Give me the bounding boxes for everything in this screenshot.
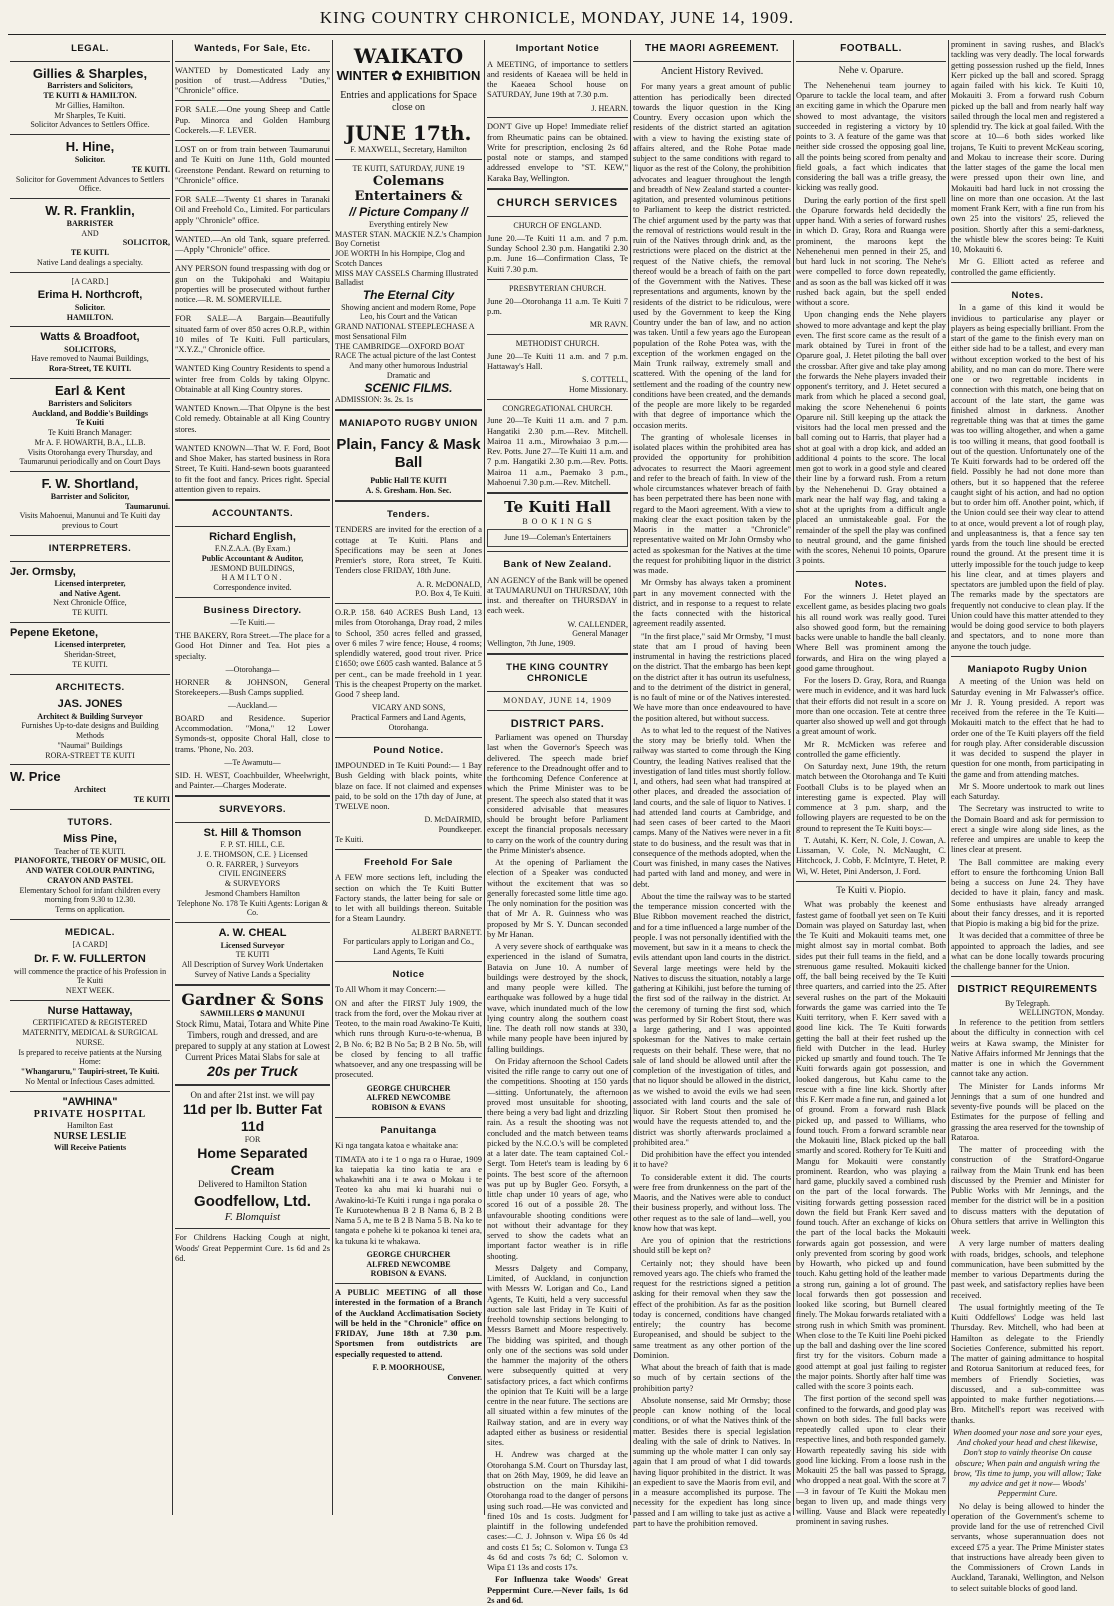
section-header-important: Important Notice — [515, 43, 600, 54]
firm-name: Nurse Hattaway, — [47, 1004, 133, 1017]
firm-line: TE KUITI — [133, 794, 170, 804]
section-header-panuitanga: Panuitanga — [380, 1124, 437, 1136]
firm-name: Miss Pine, — [63, 833, 117, 846]
article-paragraph: In reference to the petition from settlers about the difficulty in connection with cel weirs at Kawa swamp, the Minister for Native Affairs informed Mr Jennings that the matter is one in which the Government cannot take any action. — [951, 1018, 1104, 1079]
section-header-accountants: ACCOUNTANTS. — [211, 508, 294, 520]
firm-line: Mr Sharples, Te Kuiti. — [54, 110, 126, 120]
article-paragraph: Mr R. McMicken was referee and controlled the game efficiently. — [796, 739, 946, 759]
article-paragraph: For Influenza take Woods' Great Peppermint Cure.—Never fails, 1s 6d 2s and 6d. — [487, 1575, 628, 1605]
coleman-line: THE CAMBRIDGE—OXFORD BOAT RACE The actual picture of the last Contest — [335, 341, 476, 361]
firm-line: Is prepared to receive patients at the Nursing Home: — [18, 1047, 162, 1067]
column-legal — [8, 40, 172, 1515]
firm-line: CIVIL ENGINEERS — [218, 869, 287, 879]
firm-name: Gardner & Sons — [181, 989, 324, 1009]
card-label: [A CARD] — [72, 940, 108, 950]
firm-line: TE KUITI. — [72, 608, 108, 618]
firm-line: Correspondence invited. — [213, 583, 292, 593]
newspaper-title: KING COUNTRY CHRONICLE, MONDAY, JUNE 14, 1909. — [319, 8, 795, 27]
firm-name: F. W. Shortland, — [41, 476, 139, 492]
firm-line: HAMILTON. — [66, 312, 114, 322]
classified-ad: FOR SALE—Twenty £1 shares in Taranaki Oil and Freehold Co., Limited. For particulars apply "Chronicle" office. — [175, 195, 330, 225]
article-paragraph: prominent in saving rushes, and Black's tackling was very deadly. The local forwards getting possession rushed up the field, Innes Kerr picked up the ball and scored. Spragg again failed with his kick. Te Kuiti 10, Mokauiti 3. From a forward rush Coburn picked up the ball and from nearly half way sailed through the local men and registered a splendid try. The kick at goal failed. With the score at 10—6 both sides worked like trojans, Te Kuiti to prevent McKeau scoring, and Mokau to increase their score. During the latter stages of the game the local men were pressed upon their own line, and Mokauiti bad hard luck in not crossing the line on more than one occasion. At the last moment Frank Kerr, with a fine run from his own 25 into the visitors' 25, relieved the position. Shortly after this a semi-darkness, the whistle blew the scores being: Te Kuiti 10, Mokauiti 6. — [951, 40, 1104, 254]
article-paragraph: As to what led to the request of the Natives the story may be briefly told. When the railway was started to come through the King Country, the leading Natives realised that the investigation of land titles must shortly follow. I, and others, had seen what had transpired at other places, and dreaded the association of land courts, and the sale of liquor to Natives. I had attended land courts at Cambridge, and had seen cases of beer carted to the Maori camps. Many of the Natives were never in a fit state to do business, and the result was that in consequence of the methods adopted, when the Court was finished, in many cases the Natives had parted with land and money, and were in debt. — [633, 725, 791, 889]
firm-line: "Naumai" Buildings — [57, 740, 123, 750]
church-times: June 20—Otorohanga 11 a.m. Te Kuiti 7 p.m. — [487, 296, 628, 316]
article-paragraph: Are you of opinion that the restrictions should still be kept on? — [633, 1236, 791, 1256]
firm-line: FOR — [244, 1134, 261, 1144]
section-header-surveyors: SURVEYORS. — [218, 804, 287, 816]
church-name: CONGREGATIONAL CHURCH. — [502, 403, 613, 413]
firm-line: NURSE LESLIE — [53, 1130, 127, 1142]
article-paragraph: What about the breach of faith that is made so much of by certain sections of the prohibition party? — [633, 1363, 791, 1393]
section-header-notice: Notice — [392, 968, 425, 980]
firm-name: Dr. F. W. FULLERTON — [34, 953, 146, 966]
directory-town: —Te Awamutu— — [224, 757, 281, 767]
article-paragraph: Absolute nonsense, said Mr Ormsby; those people can know nothing of the local conditions, or of what the Natives think of the matter. Besides there is special legislation dealing with the sale of drink to Natives. In summing up the whole matter I can only say again that I am proud of what I did towards having liquor prohibited in the district. It was an expedient to save the Maoris from evil, and in a measure accomplished its purpose. The necessity for the expedient has long since passed and I am willing to take just as active a part to have the prohibition removed. — [633, 1395, 791, 1528]
card-label: [A CARD.] — [71, 276, 109, 286]
firm-line: Barristers and Solicitors — [48, 398, 132, 408]
directory-town: —Otorohanga— — [225, 664, 280, 674]
classified-ad: LOST on or from train between Taumarunui and Te Kuiti on June 11th, Gold mounted Greenstone Pendant. Reward on returning to "Chronicle" office. — [175, 145, 330, 185]
church-name: CHURCH OF ENGLAND. — [513, 221, 602, 231]
section-header-bank: Bank of New Zealand. — [503, 559, 612, 571]
article-paragraph: For many years a great amount of public attention has periodically been directed towards the liquor question in the King Country. Every occasion upon which the residents of the district started an agitation with a view to having the existing state of affairs altered, and the Rohe Potae made subject to the same conditions with regard to liquor as the rest of the Colony, the prohibition advocates and leaguer throughout the length and breadth of New Zealand started a counter-agitation, and presented voluminous petitions to Parliament to keep the district restricted. The chief argument used by the party was that the removal of restrictions would result in the ruin of the Natives through drink and, as the restrictions were placed on the district at the request of the Native chiefs, the removal thereof would be a breach of faith on the part of the Government with the Natives. These representations and arguments, known by the residents of the district to be ridiculous, were used by the Government to keep the King Country under the ban of law, and no action was taken. Until a few years ago the European population of the Rohe Potea was, with the exception of the workmen engaged on the Main Trunk railway, extremely small and scattered. With the opening of the land for settlement and the roading of the country new conditions have been created, and the demands of the people are more likely to be regarded with that degree of importance which the occasion merits. — [633, 82, 791, 430]
firm-line: O. R. FARRER, } Surveyors — [206, 859, 299, 869]
classified-ad: ANY PERSON found trespassing with dog or gun on the Tukipohaki and Waitapiu properties will be prosecuted without further notice.—R. M. SOMERVILLE. — [175, 264, 330, 305]
section-header-pound: Pound Notice. — [373, 744, 444, 756]
firm-line: Public Accountant & Auditor, — [201, 553, 304, 563]
article-paragraph: Messrs Dalgety and Company, Limited, of Auckland, in conjunction with Messrs W. Lorigan and Co., Land Agents, Te Kuiti, held a very successful auction sale last Friday in Te Kuiti of freehold township sections belonging to Messrs Barnett and Moore respectively. The bidding was spirited, and though only one of the sections was sold under the hammer the majority of the others were subsequently quitted at very satisfactory prices, a fact which confirms the opinion that Te Kuiti will be a large centre in the near future. The sections are all situated within a few minutes of the Railway station, and are in every way adapted either as business or residential sites. — [487, 1263, 628, 1448]
notice-signature: Practical Farmers and Land Agents, Otorohanga. — [351, 713, 466, 732]
firm-line: Auckland, and Boddie's Buildings — [31, 408, 149, 418]
coleman-line: Everything entirely New — [368, 219, 449, 229]
firm-line: TE KUITI. — [131, 164, 170, 174]
firm-line: Telephone No. 178 Te Kuiti Agents: Lorigan & Co. — [176, 898, 329, 918]
firm-line: SOLICITORS, — [64, 344, 116, 354]
firm-line: Furnishes Up-to-date designs and Building Methods — [21, 721, 159, 741]
firm-line: "Whangaruru," Taupiri-street, Te Kuiti. — [20, 1067, 160, 1077]
firm-line: Sheridan-Street, — [64, 650, 116, 660]
classified-ad: FOR SALE.—One young Sheep and Cattle Pup. Minorca and Golden Hamburg Cockerels.—F. LEVER. — [175, 105, 330, 135]
firm-line: SAWMILLERS ✿ MANUNUI — [200, 1009, 305, 1019]
firm-line: Native Land dealings a specialty. — [37, 257, 143, 267]
article-paragraph: Did prohibition have the effect you intended it to have? — [633, 1150, 791, 1170]
article-paragraph: To considerable extent it did. The courts were free from drunkenness on the part of the Maoris, and the Natives were able to conduct their business properly, and without loss. The other request as to the sale of land—well, you know how that was kept. — [633, 1172, 791, 1233]
coleman-film: SCENIC FILMS. — [364, 380, 453, 395]
article-paragraph: No delay is being allowed to hinder the operation of the Government's scheme to provide land for the use of retrenched Civil servants, whose superannuation does not exceed £75 a year. The Prime Minister states that instructions have already been given to the Commissioners of Crown Lands in Auckland, Taranaki, Wellington, and Nelson to select suitable blocks of good land. — [951, 1501, 1104, 1593]
hall-event: June 19—Coleman's Entertainers — [487, 529, 628, 547]
firm-line: CERTIFICATED & REGISTERED — [32, 1018, 148, 1028]
section-header-wanteds: Wanteds, For Sale, Etc. — [194, 43, 311, 54]
directory-entry: BOARD and Residence. Superior Accommodation. "Mona," 12 Lower Symonds-st, opposite Choral Hall, close to trams. 'Phone, No. 203. — [175, 713, 330, 754]
firm-line: Stock Rimu, Matai, Totara and White Pine Timbers, rough and dressed, and are prepared to supply at any station at Lowest Current Prices Matai Slabs for sale at — [175, 1018, 330, 1062]
firm-line: Te Kuiti — [76, 418, 104, 428]
coleman-line: MISS MAY CASSELS Charming Illustrated Balladist — [335, 268, 478, 288]
column-classifieds — [172, 40, 332, 1515]
masthead — [0, 0, 1114, 36]
classified-ad: FOR SALE—A Bargain—Beautifully situated farm of over 850 acres O.R.P., within 10 miles of Te Kuiti. Full particulars, "X.Y.Z.," Chronicle office. — [175, 314, 330, 355]
notice-body: TENDERS are invited for the erection of a cottage at Te Kuiti. Plans and Specifications may be seen at Jones Premier's store, Rora street, Te Kuiti. Tenders close FRIDAY, 18th June. — [335, 525, 482, 576]
firm-line: Solicitor. — [74, 302, 106, 312]
firm-line: Elementary School for infant children every morning from 9.30 to 12.30. — [19, 885, 161, 905]
notice-signature: Convener. — [447, 1372, 482, 1382]
notice-body: O.R.P. 158. 640 ACRES Bush Land, 13 miles from Otorohanga, Dray road, 2 miles to School, 350 acres felled and grassed, over 6 miles 7 wire fence; House, 4 rooms; splendidly watered, good trout river. Price £1650; owe £605 cash wanted. Balance at 5 per cent., can be made freehold in 1 year. This is the cheapest Property on the market. Good 7 sheep land. — [335, 608, 482, 700]
firm-name: Pepene Eketone, — [10, 626, 99, 639]
notice-signature: Poundkeeper. — [438, 825, 482, 835]
price-display: Home Separated Cream — [197, 1144, 308, 1178]
firm-line: Architect — [74, 785, 106, 795]
firm-line: NEXT WEEK. — [65, 986, 115, 996]
firm-name: W. R. Franklin, — [45, 203, 135, 219]
firm-name: Watts & Broadfoot, — [40, 331, 140, 344]
firm-name: St. Hill & Thomson — [203, 826, 302, 839]
article-headline: FOOTBALL. — [840, 43, 902, 54]
article-subheadline: Nehe v. Oparure. — [838, 66, 904, 77]
article-paragraph: Certainly not; they should have been removed years ago. The chiefs who framed the request for the restrictions signed a petition asking for their removal when they saw the effect of the prohibition. As far as the position today is concerned, conditions have changed entirely; the country has become Europeanised, and should be subject to the same treatment as any other portion of the Dominion. — [633, 1258, 791, 1360]
article-paragraph: H. Andrew was charged at the Otorohanga S.M. Court on Thursday last, that on 26th May, 1909, he did leave an obstruction on the main Kihikihi-Otorohanga road to the danger of persons using such road.—He was convicted and fined 10s and 1s costs. Judgment for plaintiff in the following undefended cases:—C. J. Johnson v. Wipa £6 0s 4d and costs £1 5s; C. Solomon v. Tunga £3 4s 6d and costs 7s 6d; C. Solomon v. Wipa £1 13s and costs 17s. — [487, 1450, 628, 1573]
coleman-line: And many other humorous Industrial Dramatic and — [349, 361, 468, 380]
section-header-architects: ARCHITECTS. — [55, 681, 125, 693]
firm-line: PRIVATE HOSPITAL — [33, 1108, 147, 1120]
notice-signature: General Manager — [572, 629, 628, 639]
classified-ad: For Childrens Hacking Cough at night, Woods' Great Peppermint Cure. 1s 6d and 2s 6d. — [175, 1233, 330, 1263]
article-paragraph: What was probably the keenest and fastest game of football yet seen on Te Kuiti Domain was played on Saturday last, when the Te Kuiti and Mokauiti teams met, one might almost say in mortal combat. Both sides put their full teams in the field, and a strenuous game resulted. Mokauiti kicked off, the ball being received by the Te Kuiti three quarters, and carried into the 25. After several rushes on the part of the Mokauiti forwards the game was carried into the Te Kuiti territory, when F. Kerr saved with a good line kick. The Te Kuiti forwards getting the ball at their feet rushed up the field with Dutcher in the lead. Hurley picked up smartly and found touch. The Te Kuiti forwards again got possession, and looked dangerous, but Kahu came to the rescue with a fine line kick. Shortly after this F. Kerr made a fine run, and gained a lot of ground. From a forward rush Black picked up, and passed to Williams, who found touch. From a forward scramble near the Mokauiti line, Black picked up the ball smartly and scored. Rothery for Te Kuiti and Mangu for Mokauiti were constantly prominent. Reardon, who was playing a hard game, pluckily saved a combined rush on the part of the local forwards. The visiting forwards getting possession raced down the field but Frank Kerr saved and found touch. After an exchange of kicks on the part of the local backs the Mokauiti forwards again got possession, and were only prevented from scoring by good work by Howarth, who picked up and found touch. Kahu getting hold of the leather made a strong run, gaining a lot of ground. The local forwards then got possession and looked like scoring, but Burnell cleared finely. The Mokau forwards retaliated with a strong rush in which Smith was prominent. When close to the Te Kuiti line Poehi picked up the ball and dashing over the line scored first try for the visitors. Coburn made a good attempt at goal just failing to register the major points. Shortly after half time was called with the score 3 points each. — [796, 900, 946, 1392]
firm-line: SOLICITOR, — [122, 238, 170, 248]
editorial-date: MONDAY, JUNE 14, 1909 — [503, 696, 612, 706]
firm-line: TE KUITI. — [72, 659, 108, 669]
firm-line: Teacher of TE KUITI. — [54, 846, 126, 856]
price-display: 11d per lb. Butter Fat 11d — [182, 1100, 323, 1134]
notice-signature: ALFRED NEWCOMBE — [366, 1093, 451, 1103]
notice-signature: GEORGE CHURCHER — [366, 1083, 451, 1093]
notice-signature: Wellington, 7th June, 1909. — [487, 639, 576, 649]
firm-line: JESMOND BUILDINGS, — [210, 563, 295, 573]
firm-name: Gillies & Sharples, — [32, 65, 148, 81]
firm-line: HAMILTON. — [221, 573, 284, 583]
notice-signature: ALBERT BARNETT. — [411, 927, 482, 937]
masthead-rule — [8, 34, 1106, 35]
article-paragraph: The Minister for Lands informs Mr Jennings that a sum of one hundred and seventy-five pounds will be placed on the Estimates for the purpose of felling and grassing the area reserved for the township of Rataroa. — [951, 1081, 1104, 1142]
coleman-line: Showing ancient and modern Rome, Pope Leo, his Court and the Vatican — [341, 302, 476, 322]
rugby-line: Public Hall TE KUITI — [370, 476, 447, 486]
section-header-church: CHURCH SERVICES — [496, 196, 619, 209]
firm-line: Barristers and Solicitors, — [47, 81, 133, 91]
firm-line: BARRISTER — [66, 218, 114, 228]
firm-line: and Native Agent. — [59, 588, 121, 598]
firm-name: "AWHINA" — [62, 1095, 118, 1108]
notice-signature: ROBISON & EVANS. — [370, 1269, 447, 1279]
section-header-interpreters: INTERPRETERS. — [48, 542, 132, 554]
classified-ad: WANTED by Domesticated Lady any position of trust.—Address "Duties," "Chronicle" office. — [175, 65, 330, 96]
coleman-film: The Eternal City — [362, 288, 455, 303]
hall-bookings: B O O K I N G S — [522, 516, 593, 526]
firm-line: RORA-STREET TE KUITI — [45, 750, 135, 760]
church-times: June 20—Te Kuiti 11 a.m. and 7 p.m. Hattaway's Hall. — [487, 351, 628, 371]
section-header-notes: Notes. — [1011, 289, 1044, 301]
section-header-tenders: Tenders. — [387, 508, 430, 520]
section-header-directory: Business Directory. — [203, 604, 302, 616]
article-paragraph: Upon changing ends the Nehe players showed to more advantage and kept the play even. The first score came as the result of a mark obtained by Turei in front of the Oparure goal, J. Hetet piloting the ball over the crossbar. After give and take play among the forwards the Nehe players invaded their opponent's territory, and J. Hetet secured a mark from which he placed a second goal, making the score Nehenehenui 6 points Oparure nil. Still keeping up the attack the visitors had the local men pressed and the ball coming out to Harris, that player had a shot at goal with a drop kick, and added an additional 4 points to the score. The local men got to work in a good style and cleared their line by a forward rush. From a return by the Nehenehenui D. Gray obtained a mark near the half way flag, and taking a shot at the uprights from a difficult angle placed an unmistakeable goal. For the remainder of the spell the play was confined to neutral ground, and the game finished with the scores, Nehenui 10 points, Oparure 3 points. — [796, 310, 946, 566]
notice-signature: D. McDAIRMID, — [424, 815, 482, 825]
dateline: WELLINGTON, Monday. — [1019, 1008, 1104, 1018]
article-verse: When doomed your nose and sore your eyes, And choked your head and chest likewise, Don't stop to vainly theorise On cause obscure; When pain and anguish wring the brow, 'Tis time to jump, you will allow; Take my advice and get it now— Woods' Peppermint Cure. — [952, 1427, 1103, 1499]
article-paragraph: "In the first place," said Mr Ormsby, "I must state that am I proud of having been instrumental in having the restrictions placed on the district. That the embargo has been kept on the district after it has outrun its usefulness, and to the detriment of the district in general, is no fault of mine or of the Natives interested. We have more than once endeavoured to have the position altered, but without success. — [633, 631, 791, 723]
notice-signature: P.O. Box 4, Te Kuiti. — [415, 589, 482, 599]
article-subheadline: Ancient History Revived. — [660, 66, 764, 78]
notice-body: ON and after the FIRST July 1909, the track from the ford, over the Mokau river at Teoteo, to the main road Awakino-Te Kuiti, which runs through Kuru-o-te-whenua, B 2, B No. 6; B2 B No 5a; B 2 B No. 5b, will be closed by fencing to all traffic whatsoever, and any one trespassing will be prosecuted. — [335, 998, 482, 1080]
church-minister: Home Missionary. — [568, 384, 628, 394]
church-times: June 20—Te Kuiti 11 a.m. and 7 p.m. Hangatiki 2.30 p.m.—Rev. Mitchell. Mairoa 11 a.m., Mirowhaiao 3 p.m.—Rev. Potts. June 27—Te Kuiti 11 a.m. and 7 p.m. Hangatiki 2.30 p.m.—Rev. Potts. Mairoa 11 a.m., Paemako 3 p.m., Mahoenui 7.30 p.m.—Rev. Mitchell. — [487, 416, 628, 487]
article-paragraph: About the time the railway was to be started the temperance mission concerted with the Blue Ribbon movement reached the district, and for a time influenced a large number of the people. I was not personally identified with the movement, but saw in it a means to check the evils attendant upon land courts in the district. Several large meetings were held by the Natives to discuss the situation, notably a large gathering at Kihikihi, just before the turning of the first sod of the railway in the district. At the ceremony of turning the first sod, which was performed by Sir Robert Stout, there was a large gathering, and I was appointed spokesman for the Natives to make certain requests on their behalf. These were, that no sale of land should be allowed until after the completion of the investigation of titles, and that no liquor should be allowed in the district, as we wished to avoid the evils we had seen associated with land courts and the sale of liquor. Sir Robert Stout then promised he would have the requests attended to, and the district was shortly afterwards proclaimed a prohibited area." — [633, 891, 791, 1147]
section-header-tutors: TUTORS. — [67, 816, 113, 828]
notice-signature: ALFRED NEWCOMBE — [366, 1259, 451, 1269]
firm-line: AND — [81, 228, 99, 238]
notice-signature: ROBISON & EVANS — [371, 1103, 446, 1113]
article-paragraph: The Secretary was instructed to write to the Domain Board and ask for permission to erect a single wire along side lines, as the referee and umpires are unable to keep the lines clear at present. — [951, 804, 1104, 855]
notice-signature: J. HEARN. — [591, 103, 628, 113]
article-paragraph: The matter of proceeding with the construction of the Stratford-Ongarue railway from the Main Trunk end has been discussed by the Premier and Minister for Public Works with Mr Jennings, and the member for the district will be in a position to discuss matters with the deputation of Ohura settlers that arrive in Wellington this week. — [951, 1145, 1104, 1237]
firm-line: Licensed interpreter, — [54, 640, 126, 650]
notice-signature: Te Kuiti. — [335, 834, 364, 844]
coleman-line: JOE WORTH In his Hornpipe, Clog and Scotch Dances — [335, 249, 465, 268]
firm-line: MATERNITY, MEDICAL & SURGICAL NURSE. — [22, 1028, 158, 1047]
notice-body: A FEW more sections left, including the section on which the Te Kuiti Butter Factory stands, the latter being for sale or to let with all buildings thereon. Suitable for a Steam Laundry. — [335, 873, 482, 924]
coleman-line: ADMISSION: 3s. 2s. 1s — [335, 395, 414, 405]
column-events — [332, 40, 484, 1515]
column-notices — [484, 40, 630, 1605]
coleman-line: GRAND NATIONAL STEEPLECHASE A most Sensational Film — [335, 322, 475, 341]
firm-line: Have removed to Naumai Buildings, — [31, 354, 149, 364]
exhibition-line: Entries and applications for Space close on — [340, 90, 477, 114]
notice-body: IMPOUNDED in Te Kuiti Pound:— 1 Bay Bush Gelding with black points, white blaze on face. If not claimed and expenses paid, to be sold on the 17th day of June, at TWELVE noon. — [335, 761, 482, 812]
notice-signature: For particulars apply to Lorigan and Co., Land Agents, Te Kuiti — [342, 937, 475, 957]
firm-line: Licensed interpreter, — [54, 578, 126, 588]
notice-signature: F. P. MOORHOUSE, — [372, 1362, 445, 1372]
notice-body: TIMATA ato i te 1 o nga ra o Hurae, 1909 ka taiepatia ka tino katia te ara e whakawhiti ana i te awa o Mokau i te Teoteo ka ahu mai ki huarahi nui o Awakino-ki-Te Kuiti i runga i nga poraka o Te Kuruotewhenua B 2 B Nama 6, B 2 B Nama 5 A, me te B 2 B Nama 5 B. Na ko te tangata e pohehe ki te pokanoa ki tenei ara, ka tukuna ki te whakawa. — [335, 1154, 482, 1246]
exhibition-title: WAIKATO — [353, 44, 464, 68]
article-paragraph: The Ball committee are making every effort to ensure the forthcoming Union Ball being a success on June 24. They have decided to have it plain, fancy and mask. Some enthusiasts have already arranged about their fancy dresses, and it is reported that Piopio is making a big bid for the prize. — [951, 857, 1104, 929]
firm-line: Hamilton East — [67, 1121, 113, 1131]
firm-line: Terms on application. — [55, 905, 125, 915]
firm-line: Rora-Street, TE KUITI. — [48, 364, 132, 374]
notice-signature: W. CALLENDER, — [567, 619, 628, 629]
section-header-requirements: DISTRICT REQUIREMENTS — [957, 984, 1098, 996]
classified-ad: WANTED KNOWN—That W. F. Ford, Boot and Shoe Maker, has started business in Rora Street, Te Kuiti. Hand-sewn boots guaranteed to fit the foot and fancy. Prices right. Special attention given to repairs. — [175, 443, 330, 494]
section-header-medical: MEDICAL. — [65, 926, 115, 938]
notice-signature: VICARY AND SONS, — [371, 703, 446, 713]
firm-line: Solicitor for Government Advances to Settlers Office. — [15, 174, 165, 194]
directory-entry: HORNER & JOHNSON, General Storekeepers.—Bush Camps supplied. — [175, 677, 330, 697]
firm-line: Delivered to Hamilton Station — [198, 1178, 307, 1189]
church-name: PRESBYTERIAN CHURCH. — [509, 283, 606, 293]
exhibition-subtitle: WINTER ✿ EXHIBITION — [336, 68, 481, 84]
section-header-notes: Notes. — [854, 578, 888, 590]
firm-name: H. Hine, — [65, 139, 115, 155]
firm-line: Architect & Building Surveyor — [37, 711, 143, 721]
firm-line: Visits Mahoenui, Manunui and Te Kuiti day previous to Court — [19, 511, 161, 531]
firm-line: All Description of Survey Work Undertaken — [181, 960, 324, 970]
firm-line: Taumarunui. — [125, 501, 170, 511]
article-subheadline: Te Kuiti v. Piopio. — [836, 885, 906, 896]
firm-line: TE KUITI. — [70, 248, 110, 258]
article-paragraph: A very severe shock of earthquake was experienced in the island of Sumatra, Batavia on June 10. A number of buildings were destroyed by the shock, and many people were killed. The earthquake was followed by a huge tidal wave, which inundated much of the low lying country along the southern coast line. The death roll now stands at 330, while many people have been injured by falling buildings. — [487, 942, 628, 1054]
exhibition-secretary: F. MAXWELL, Secretary, Hamilton — [350, 145, 467, 155]
firm-line: Mr Gillies, Hamilton. — [55, 100, 125, 110]
section-header-union: Maniapoto Rugby Union — [967, 663, 1088, 675]
firm-line: Mr A. F. HOWARTH, B.A., LL.B. — [34, 437, 146, 447]
classified-ad: WANTED Known.—That Olpyne is the best Cold remedy. Obtainable at all King Country stores. — [175, 404, 330, 434]
article-paragraph: For the losers D. Gray, Rora, and Ruanga were much in evidence, and it was hard luck that their efforts did not result in a score on more than one occasion. Tete at centre three quarter also showed up well and got through a great amount of work. — [796, 676, 946, 737]
article-paragraph: The granting of wholesale licenses in isolated places within the prohibited area has provided the opportunity for prohibition advocates to resurrect the Maori agreement and refer to the breach of faith. In view of the whole circumstances whatever breach of faith has been perpetrated there has been none with regard to the Maori agreement. With a view to making clear the exact position taken by the Maoris in the matter a "Chronicle" representative waited on Mr John Ormsby who acted as spokesman for the Natives at the time the request for prohibiting liquor in the district was made. — [633, 432, 791, 576]
section-header-legal: LEGAL. — [71, 43, 109, 54]
classified-ad: WANTED.—An old Tank, square preferred.—Apply "Chronicle" office. — [175, 234, 330, 255]
church-times: June 20.—Te Kuiti 11 a.m. and 7 p.m. Sunday School 2.30 p.m. Hangatiki 2.30 p.m. June 16—Confirmation Class, Te Kuiti 7.30 p.m. — [487, 233, 628, 274]
notice-body: A MEETING, of importance to settlers and residents of Kaeaea will be held in the Kaeaea School house on SATURDAY, June 19th at 7.30 p.m. — [487, 59, 628, 100]
firm-line: Te Kuiti Branch Manager: — [47, 428, 133, 438]
firm-line: No Mental or Infectious Cases admitted. — [25, 1076, 155, 1086]
firm-line: Next Chronicle Office, — [53, 598, 127, 608]
firm-name: Jer. Ormsby, — [10, 565, 76, 578]
directory-entry: SID. H. WEST, Coachbuilder, Wheelwright, and Painter.—Charges Moderate. — [175, 770, 330, 790]
article-paragraph: On Saturday next, June 19th, the return match between the Otorohanga and Te Kuiti Football Clubs is to be played when an interesting game is expected. Play will commence at 3 p.m. sharp, and the following players are requested to be on the ground to represent the Te Kuiti boys:— — [796, 762, 946, 833]
firm-name: Richard English, — [209, 530, 296, 543]
column-maori-agreement — [630, 40, 793, 1528]
notice-body: To All Whom it may Concern:— — [335, 985, 446, 995]
section-header-district-pars: DISTRICT PARS. — [510, 717, 605, 730]
notice-signature: A. R. McDONALD, — [416, 579, 482, 589]
price-display: 20s per Truck — [207, 1062, 298, 1079]
rugby-ball: Plain, Fancy & Mask Ball — [336, 435, 481, 471]
firm-line: PIANOFORTE, THEORY OF MUSIC, OIL AND WATER COLOUR PAINTING, CRAYON AND PASTEL — [14, 856, 166, 885]
firm-line: TE KUITI — [235, 950, 270, 960]
firm-line: Licensed Surveyor — [220, 940, 285, 950]
classified-ad: WANTED King Country Residents to spend a winter free from Colds by taking Olpync. Obtainable at all King Country stores. — [175, 364, 330, 394]
firm-line: will commence the practice of his Profession in Te Kuiti — [13, 966, 167, 986]
article-headline: THE MAORI AGREEMENT. — [644, 43, 780, 54]
column-football — [793, 40, 948, 1527]
firm-line: Barrister and Solicitor, — [50, 491, 130, 501]
firm-line: Survey of Native Lands a Speciality — [194, 969, 311, 979]
firm-line: TE KUITI & HAMILTON. — [43, 91, 137, 101]
article-paragraph: Mr S. Moore undertook to mark out lines each Saturday. — [951, 781, 1104, 802]
firm-name: Earl & Kent — [54, 382, 126, 398]
notice-body: DON'T Give up Hope! Immediate relief from Rheumatic pains can be obtained. Write for prescription, enclosing 2s 6d postal note or stamps, and stamped addressed envelope to "ST. KEW," Karaka Bay, Wellington. — [487, 122, 628, 183]
firm-line: F.N.Z.A.A. (By Exam.) — [214, 544, 291, 554]
notice-body: AN AGENCY of the Bank will be opened at TAUMARUNUI on THURSDAY, 10th inst. and thereafter on THURSDAY in each week. — [487, 575, 628, 616]
notice-body: Ki nga tangata katoa e whaitake ana: — [335, 1141, 459, 1151]
firm-line: Will Receive Patients — [53, 1143, 127, 1153]
article-paragraph: Parliament was opened on Thursday last when the Governor's Speech was delivered. The speech made brief reference to the Dreadnought offer and to the forthcoming Defence Conference at which the Prime Minister was to be present. The speech also stated that it was considered advisable that measures should be brought before Parliament except the financial proposals necessary to carry on the work of the country during the Prime Minister's absence. — [487, 733, 628, 855]
article-paragraph: During the early portion of the first spell the Oparure forwards held decidedly the upper hand. With a series of forward rushes in which D. Gray, Rora and Ruanga were prominent, the maroons kept the Nehenehenui men penned in their 25, and but hard luck in not scoring. The Nehe's were compelled to force down repeatedly, and as soon as the ball was kicked off it was rushed back again, but the spell ended without a score. — [796, 195, 946, 308]
article-paragraph: On Friday afternoon the School Cadets visited the rifle range to carry out one of the competitions. Shooting at 150 yards—sitting. Unfortunately, the afternoon proved most unsuitable for shooting, there being a very bad light and drizzling rain. As a result the shooting was not concluded and the match between teams picked by the N.C.O.'s will be completed at a later date. The team captained Col.-Sergt. Tom Hetet's team is leading by 6 points. The best score of the afternoon was put up by Bugler Geo. Forsyth, a little chap under 10 years of age, who scored 16 out of a possible 28. The unfavourable shooting conditions were not without their advantage for they served to show the cadets what an important factor weather is in rifle shooting. — [487, 1056, 628, 1261]
firm-name: JAS. JONES — [57, 698, 123, 711]
article-paragraph: Mr Ormsby has always taken a prominent part in any movement connected with the district, and in response to a request to relate the facts connected with the historical agreement readily assented. — [633, 578, 791, 629]
article-paragraph: The first portion of the second spell was confined to the forwards, and good play was shown on both sides. The full backs were repeatedly called upon to clear their respective lines, and both responded gamely. Howarth repeatedly saving his side with good line kicking. From a loose rush in the Mokauiti 25 the ball was passed to Spragg, who dropped a neat goal. With the score at 7—3 in favour of Te Kuiti the Mokau men began to liven up, and made things very willing. Vause and Black were repeatedly prominent in saving rushes. — [796, 1394, 946, 1527]
dateline: By Telegraph. — [1004, 998, 1051, 1008]
article-paragraph: The Nehenehenui team journey to Oparure to tackle the local team, and after an exciting game in which the Oparure men showed to most advantage, the visitors succeeded in registering a victory by 10 points to 3. A feature of the game was that neither side crossed the opposing goal line, all the points being scored from penalty and field goals, a fact which indicates that considering the ball was a trifle greasy, the kicking was really good. — [796, 80, 946, 193]
article-paragraph: A meeting of the Union was held on Saturday evening in Mr Falwasser's office. Mr J. R. Young presided. A report was received from the referee in the Te Kuiti—Mokauiti match to the effect that he had to order one of the Te Kuiti players off the field for rough play. After considerable discussion it was decided to suspend the player in question for one month, from participating in the game and from attending matches. — [951, 677, 1104, 779]
article-paragraph: The usual fortnightly meeting of the Te Kuiti Oddfellows' Lodge was held last Thursday. Rev. Mitchell, who had been at Hamilton as delegate to the Friendly Societies Conference, submitted his report. The matter of gaining admittance to hospital and Rotorua Sanitorium at reduced fees, for members of Friendly Societies, was discussed, and a sub-committee was appointed to make further negotiations.—Bro. Mitchell's report was received with thanks. — [951, 1302, 1104, 1425]
article-paragraph: T. Autahi, K. Kerr, N. Cole, J. Cowan, A. Lissaman, V. Cole, N. McNaught, C. Hitchcock, J. Cobb, F. McIntyre, T. Hetet, P. Wi, W. Hetet, Pini Anderson, J. Ford. — [796, 835, 946, 876]
rugby-title: MANIAPOTO RUGBY UNION — [339, 418, 478, 430]
firm-line: Jesmond Chambers Hamilton — [205, 888, 300, 898]
firm-name: W. Price — [10, 769, 61, 785]
editorial-masthead: THE KING COUNTRY CHRONICLE — [506, 661, 609, 685]
directory-town: —Te Kuiti.— — [230, 618, 275, 628]
church-minister: S. COTTELL, — [582, 375, 628, 385]
firm-name: Erima H. Northcroft, — [37, 289, 143, 302]
firm-line: Solicitor. — [74, 155, 106, 165]
church-minister: MR RAVN. — [589, 320, 628, 330]
coleman-subtitle: // Picture Company // — [349, 205, 468, 220]
coleman-line: MASTER STAN. MACKIE N.Z.'s Champion Boy Cornetist — [335, 229, 482, 249]
article-paragraph: A very large number of matters dealing with roads, bridges, schools, and telephone communication, have been submitted by the member to various Departments during the past week, and satisfactory replies have been received. — [951, 1239, 1104, 1300]
article-paragraph: At the opening of Parliament the election of a Speaker was conducted without the excitement that was so generally forecasted some little time ago. The only nomination for the position was that of Mr A. R. Guinness who was proposed by Mr S. Y. Duncan seconded by Mr Hanan. — [487, 858, 628, 939]
article-paragraph: It was decided that a committee of three be appointed to approach the ladies, and see what can be done locally towards procuring the challenge banner for the Union. — [951, 931, 1104, 972]
coleman-title: Colemans Entertainers & — [354, 173, 463, 205]
firm-name: Goodfellow, Ltd. — [194, 1192, 311, 1210]
event-date: TE KUITI, SATURDAY, JUNE 19 — [352, 163, 465, 173]
rugby-line: A. S. Gresham. Hon. Sec. — [365, 486, 452, 496]
notice-signature: GEORGE CHURCHER — [366, 1249, 451, 1259]
article-paragraph: For the winners J. Hetet played an excellent game, as besides placing two goals his all round work was really good. Turei also showed good form, but the remaining backs were unable to handle the ball cleanly. Where Bell was prominent among the forwards, and Hira on the wing played a good game throughout. — [796, 592, 946, 673]
firm-line: F. Blomquist — [224, 1211, 281, 1224]
section-header-freehold: Freehold For Sale — [364, 856, 453, 868]
notice-body: A PUBLIC MEETING of all those interested in the formation of a Branch of the Auckland Acclimatisation Society will be held in the "Chronicle" office on FRIDAY, June 18th at 7.30 p.m. Sportsmen from outdistricts are especially requested to attend. — [335, 1288, 482, 1359]
firm-line: On and after 21st inst. we will pay — [190, 1089, 315, 1100]
directory-entry: THE BAKERY, Rora Street.—The place for a Good Hot Dinner and Tea. Hot pies a specialty. — [175, 631, 330, 661]
article-paragraph: In a game of this kind it would be invidious to particularise any player or players as being especially brilliant. From the start of the game to the finish every man on either side had to be a tallest, and every man without exception worked to the best of his ability, and no man can do more. There were one or two regrettable incidents in connection with this match, one being that on account of the late start, the game was finished almost in darkness. Another regrettable thing was that at times the game was too willing altogether, and when a game is too willing it means, that good football is out of the question. Unfortunately one of the Te Kuiti forwards had to be ordered off the field. Possibly he had not done more than others, but it so happened that the referee caught sight of his action, and had no option but to order him off. Another point, which, if the Union could see their way clear to attend to at once, would prevent a lot of rough play, and unpleasantness is, that a fence say ten yards from the touch line should be erected round the ground. At the present time it is utterly impossible for the touch judge to keep his line clear, and at times players and spectators are jumbled upon the field of play. The remarks made by the spectators are frequently not conducive to clean play. If the Union could have this matter attended to they would be doing good service to both players and spectators, and to none more than anyone the touch judge. — [951, 303, 1104, 651]
firm-name: A. W. CHEAL — [218, 927, 287, 940]
firm-line: Solicitor Advances to Settlers Office. — [30, 120, 150, 130]
firm-line: F. P. ST. HILL, C.E. — [220, 840, 285, 850]
firm-line: J. E. THOMSON, C.E. } Licensed — [197, 849, 308, 859]
hall-title: Te Kuiti Hall — [504, 498, 611, 517]
column-union-requirements — [948, 40, 1106, 1593]
article-paragraph: Mr G. Elliott acted as referee and controlled the game efficiently. — [951, 257, 1104, 277]
firm-line: Visits Otorohanga every Thursday, and Taumarunui periodically and on Court Days — [19, 447, 161, 467]
directory-town: —Auckland.— — [227, 701, 278, 711]
exhibition-date: JUNE 17th. — [345, 120, 472, 145]
firm-line: & SURVEYORS — [224, 879, 281, 889]
church-name: METHODIST CHURCH. — [515, 338, 600, 348]
